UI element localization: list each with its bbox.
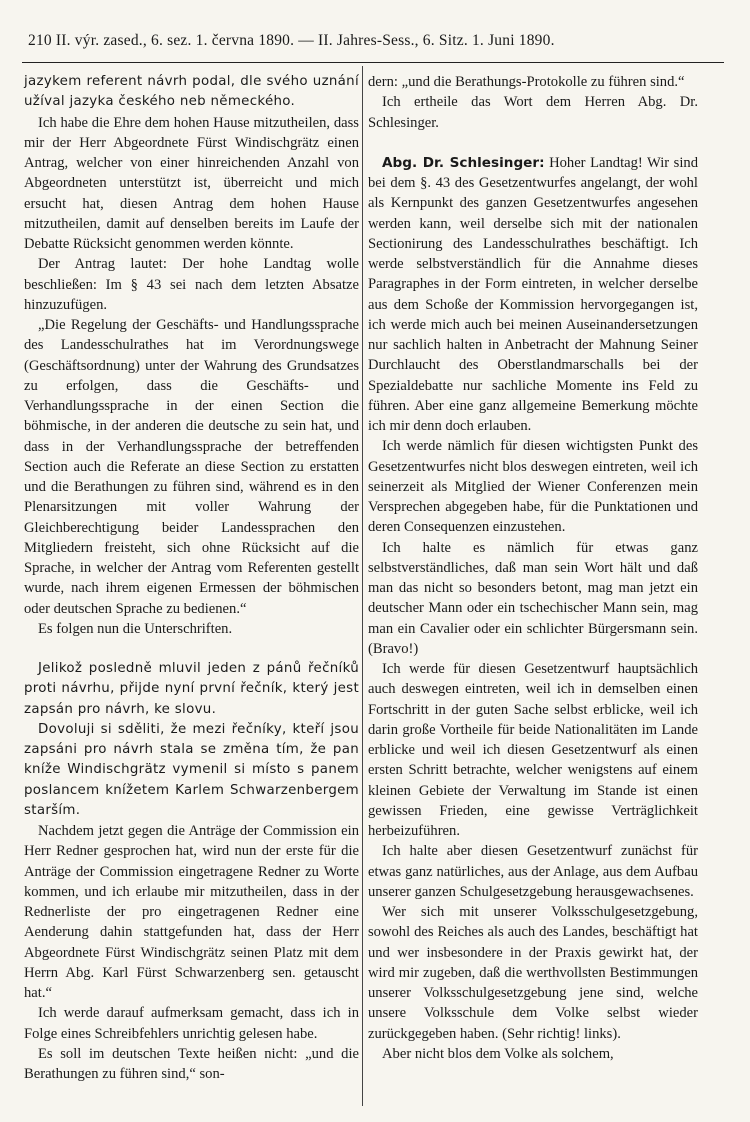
column-divider	[362, 66, 363, 1106]
paragraph	[368, 1044, 698, 1064]
paragraph	[24, 113, 359, 255]
paragraph	[24, 619, 359, 639]
paragraph	[368, 538, 698, 660]
paragraph	[24, 254, 359, 315]
paragraph-text: Wer sich mit unserer Volksschulgesetzgebung, sowohl des Reiches als auch des Landes, beschäftigt hat und wer insbesondere in der Praxis gewirkt hat, der wird mir zugeben, daß die werthvollsten Bestimmungen unserer Volksschulgesetzgebung jene sind, welche unsere Volksschule dem Volke selbst wieder zurückgegeben haben. (Sehr richtig! links).	[368, 904, 698, 1042]
paragraph-text: Aber nicht blos dem Volke als solchem,	[382, 1045, 614, 1062]
paragraph-text: Dovoluji si sděliti, že mezi řečníky, kteří jsou zapsáni pro návrh stala se změna tím, že pan kníže Windischgrätz vymenil si místo s panem poslancem knížetem Karlem Schwarzenbergem starším.	[24, 721, 359, 818]
paragraph-text: Es folgen nun die Unterschriften.	[38, 620, 233, 637]
paragraph-text: Ich halte es nämlich für etwas ganz selbstverständliches, daß man sein Wort hält und daß man das nicht so besonders betont, mag man jetzt ein deutscher Mann oder ein tschechischer Mann sein, mag man ein Cavalier oder ein schlichter Bürgersmann sein. (Bravo!)	[368, 539, 698, 657]
paragraph	[24, 821, 359, 1003]
paragraph-text: Ich ertheile das Wort dem Herren Abg. Dr. Schlesinger.	[368, 94, 698, 131]
paragraph-text: Hoher Landtag! Wir sind bei dem §. 43 des Gesetzentwurfes angelangt, der wohl als Kernpunkt des ganzen Gesetzentwurfes angesehen werden kann, weil derselbe sich mit der nationalen Sectionirung des Landesschulrathes beschäftigt. Ich werde selbstverständlich für die Annahme dieses Paragraphes in der Form eintreten, in welcher derselbe aus dem Schoße der Kommission hervorgegangen ist, ich werde mich auch bei meinen Auseinandersetzungen nur sachlich halten in Anbetracht der Mahnung Seiner Durchlaucht des Oberstlandmarschalls bei der Spezialdebatte nur sachliche Momente ins Feld zu führen. Aber eine ganz allgemeine Bemerkung möchte ich mir denn doch erlauben.	[368, 154, 698, 434]
paragraph	[368, 902, 698, 1044]
paragraph	[24, 1044, 359, 1085]
paragraph	[368, 92, 698, 133]
paragraph	[368, 659, 698, 841]
paragraph-text: Ich halte aber diesen Gesetzentwurf zunächst für etwas ganz natürliches, aus der Anlage, aus dem Aufbau unserer ganzen Schulgesetzgebung herausgewachsenes.	[368, 843, 698, 900]
paragraph	[368, 436, 698, 537]
paragraph-text: Der Antrag lautet: Der hohe Landtag wolle beschließen: Im § 43 sei nach dem letzten Absatze hinzuzufügen.	[24, 256, 359, 313]
paragraph	[368, 841, 698, 902]
paragraph-text: jazykem referent návrh podal, dle svého uznání užíval jazyka českého neb německého.	[24, 74, 359, 110]
paragraph	[24, 72, 359, 113]
paragraph-text: Ich habe die Ehre dem hohen Hause mitzutheilen, dass mir der Herr Abgeordnete Fürst Windischgrätz einen Antrag, welcher von einer hinreichenden Anzahl von Abgeordneten unterstützt ist, überreicht und mich ersucht hat, diesen Antrag dem hohen Hause mitzutheilen, damit auf denselben bereits im Laufe der Debatte Rücksicht genommen werden könnte.	[24, 114, 359, 252]
paragraph	[368, 153, 698, 437]
paragraph	[24, 659, 359, 720]
page-header: 210 II. výr. zased., 6. sez. 1. června 1890. — II. Jahres-Sess., 6. Sitz. 1. Juni 1890.	[28, 32, 555, 49]
paragraph	[368, 72, 698, 92]
left-column	[24, 72, 359, 1084]
paragraph-text: Es soll im deutschen Texte heißen nicht: „und die Berathungen zu führen sind,“ son-	[24, 1045, 359, 1082]
speaker-name: Abg. Dr. Schlesinger:	[382, 154, 545, 171]
paragraph-text: Jelikož posledně mluvil jeden z pánů řečníků proti návrhu, přijde nyní první řečník, který jest zapsán pro návrh, ke slovu.	[24, 661, 359, 717]
paragraph-text: Ich werde darauf aufmerksam gemacht, dass ich in Folge eines Schreibfehlers unrichtig gelesen habe.	[24, 1005, 359, 1042]
paragraph	[24, 720, 359, 821]
paragraph-text: Ich werde nämlich für diesen wichtigsten Punkt des Gesetzentwurfes nicht blos deswegen eintreten, weil ich seinerzeit als Mitglied der Wiener Conferenzen mein Versprechen abgegeben habe, für die Punktationen und deren Consequenzen einzustehen.	[368, 438, 698, 536]
paragraph-text: Ich werde für diesen Gesetzentwurf hauptsächlich auch deswegen eintreten, weil ich in demselben einen Fortschritt in der guten Sache selbst erblicke, weil ich darin große Vortheile für beide Nationalitäten im Lande erblicke und weil ich diesen Gesetzentwurf als einen ersten Schritt betrachte, welcher wenigstens auf einem kleinen Gebiete der Verwaltung im Stande ist einen gewissen Frieden, eine gewisse Verträglichkeit herbeizuführen.	[368, 661, 698, 839]
paragraph	[24, 315, 359, 619]
header-rule	[22, 62, 724, 63]
paragraph-text: „Die Regelung der Geschäfts- und Handlungssprache des Landesschulrathes hat im Verordnungswege (Geschäftsordnung) unter der Wahrung des Grundsatzes zu erfolgen, dass die Geschäfts- und Verhandlungssprache in der einen Section die böhmische, in der anderen die deutsche zu sein hat, und dass in der Verhandlungssprache der betreffenden Section auch die Referate an diese Section zu erstatten und die Berathungen zu führen sind, während es in den Plenarsitzungen mit voller Wahrung der Gleichberechtigung beider Landessprachen den Mitgliedern freisteht, sich ohne Rücksicht auf die Sprache, in welcher der Antrag vom Referenten gestellt wurde, nach ihrem eigenen Ermessen der böhmischen oder deutschen Sprache zu bedienen.“	[24, 317, 359, 617]
paragraph-text: dern: „und die Berathungs-Protokolle zu führen sind.“	[368, 74, 685, 90]
paragraph-text: Nachdem jetzt gegen die Anträge der Commission ein Herr Redner gesprochen hat, wird nun der erste für die Anträge der Commission eingetragene Redner zu Worte kommen, und ich erlaube mir mitzutheilen, dass in der Rednerliste der pro eingetragenen Redner eine Aenderung dahin stattgefunden hat, dass der Herr Abgeordnete Fürst Windischgrätz seinen Platz mit dem Herrn Abg. Karl Fürst Schwarzenberg sen. getauscht hat.“	[24, 823, 359, 1001]
paragraph	[24, 1003, 359, 1044]
right-column	[368, 72, 698, 1064]
